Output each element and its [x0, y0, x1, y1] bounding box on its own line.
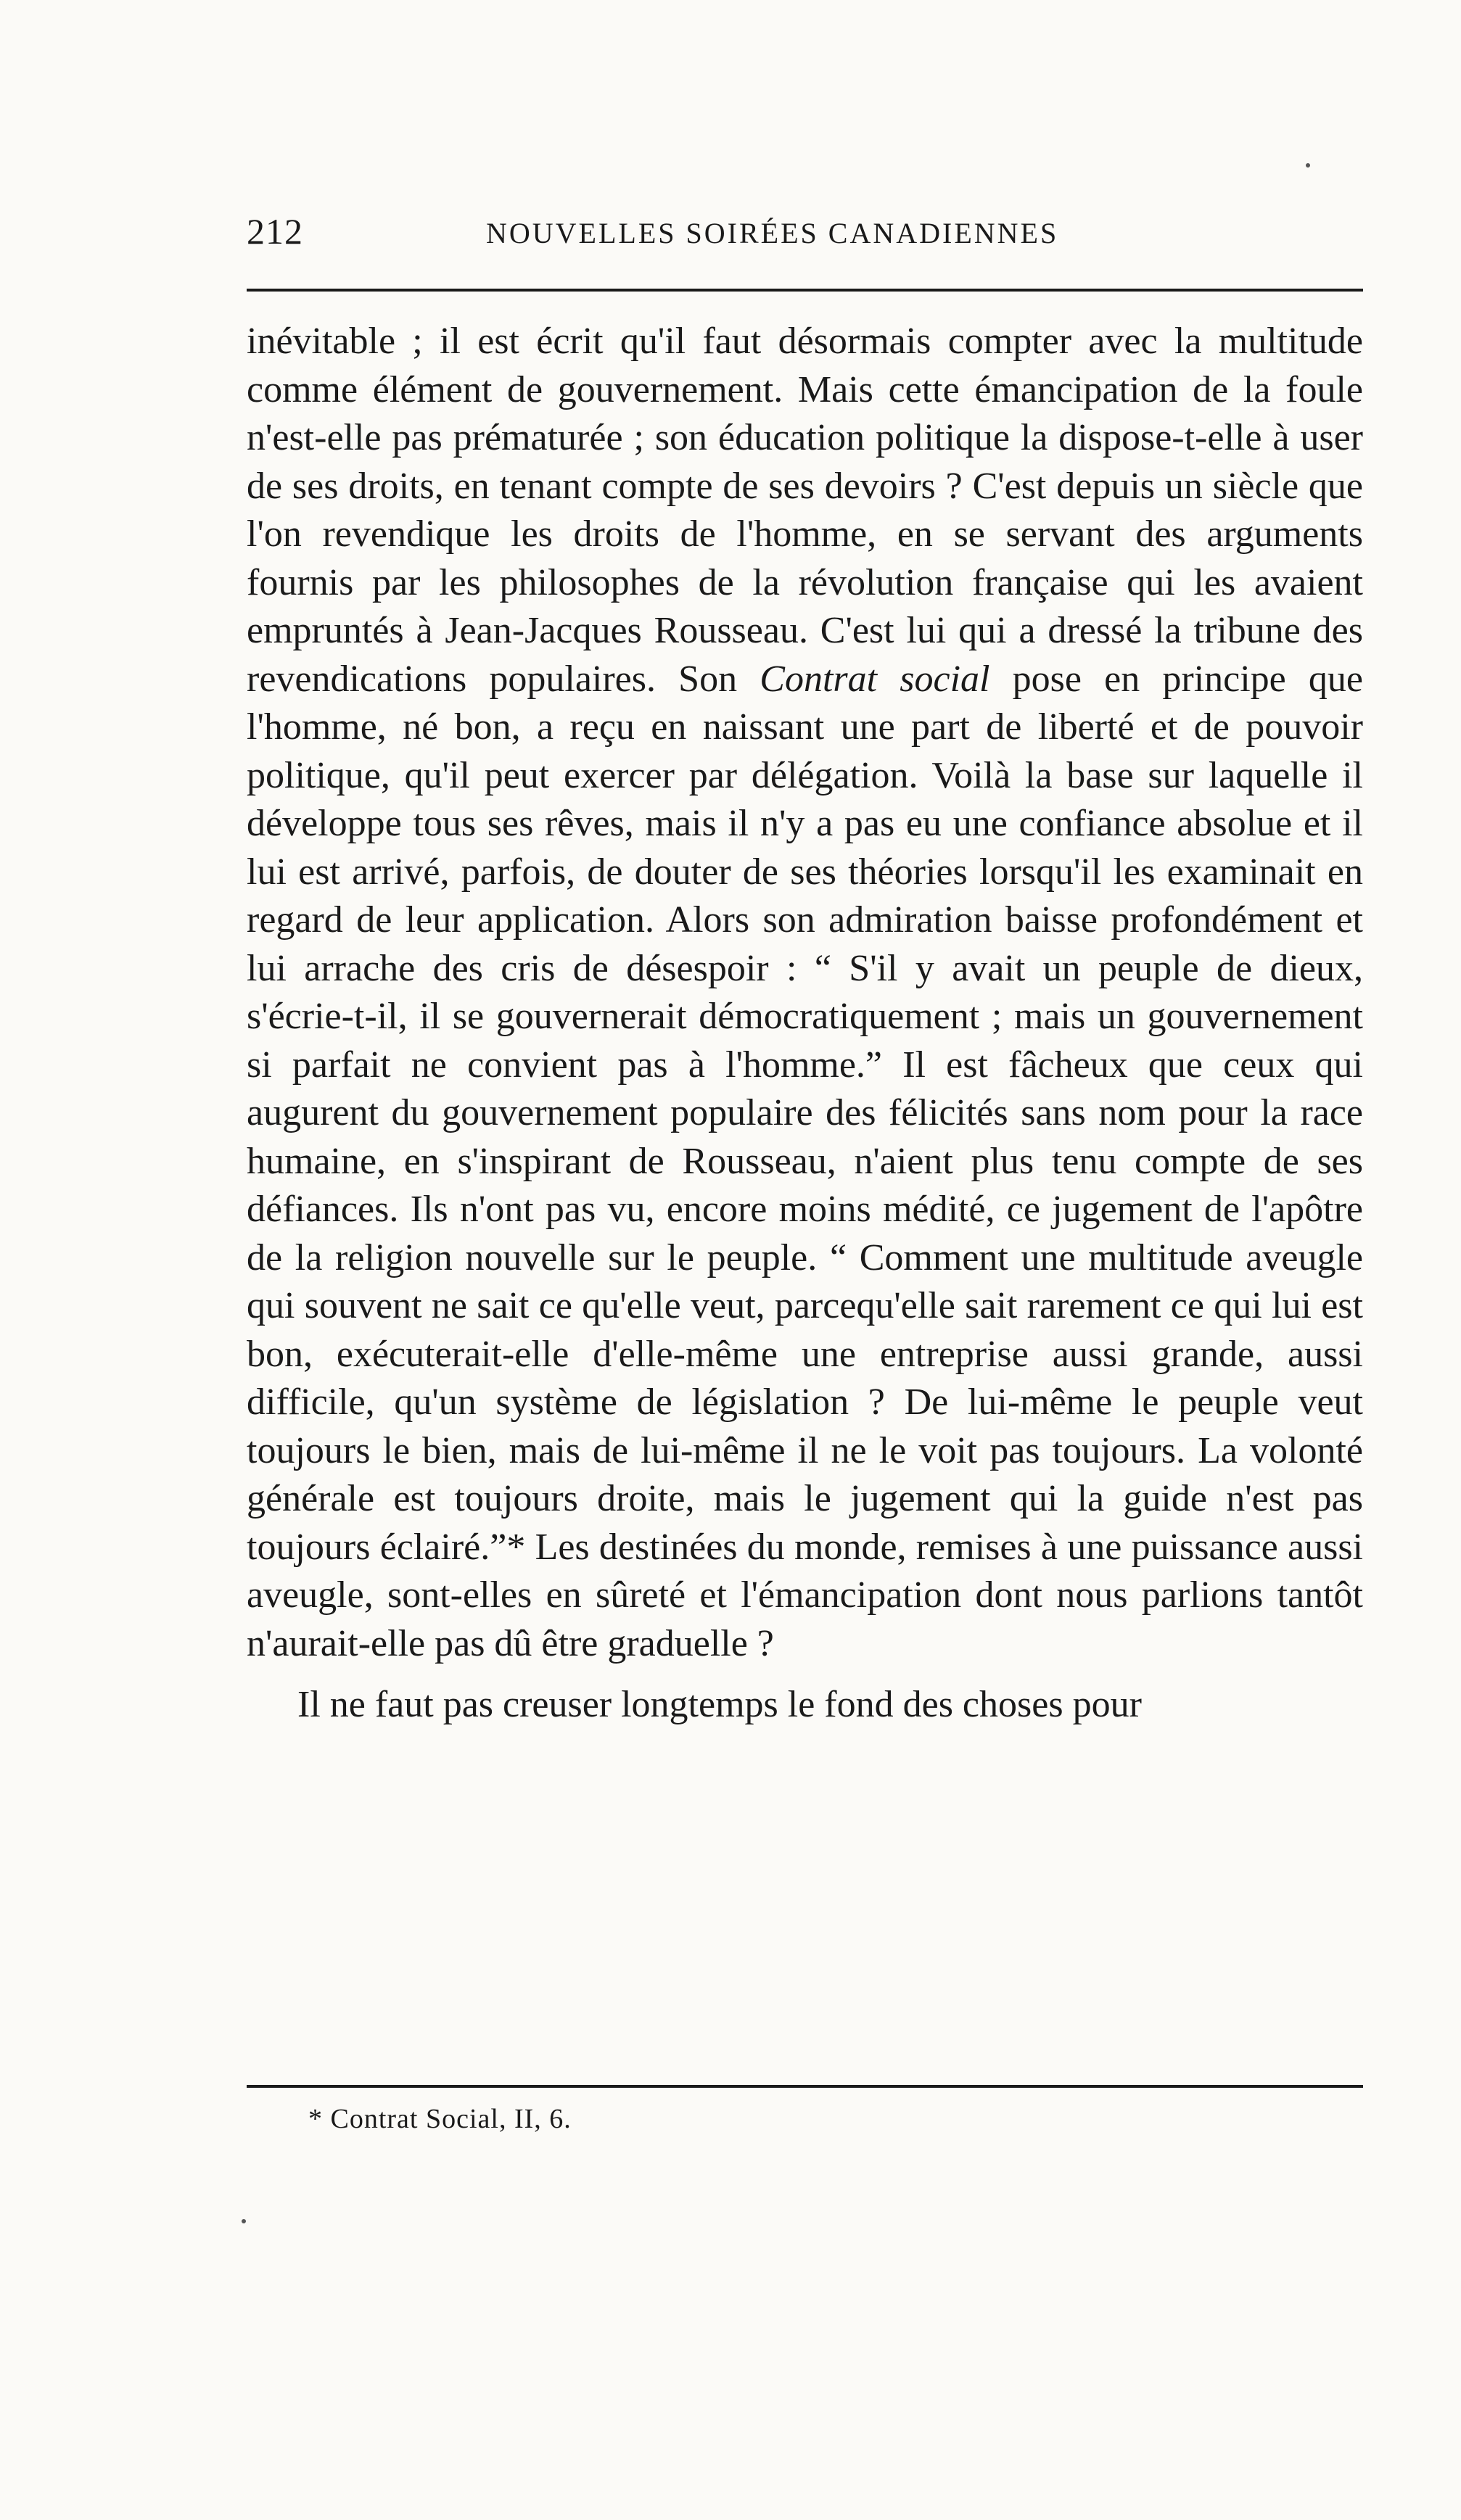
- main-text: [247, 318, 1363, 1730]
- paragraph-1-text-a: inévitable ; il est écrit qu'il faut désormais compter avec la multitude comme élément de gouvernement. Mais cette émancipation de la foule n'est-elle pas prématurée ; son éducation politique la dispose-t-elle à user de ses droits, en tenant compte de ses devoirs ? C'est depuis un siècle que l'on revendique les droits de l'homme, en se servant des arguments fournis par les philosophes de la révolution française qui les avaient empruntés à Jean-Jacques Rousseau. C'est lui qui a dressé la tribune des revendications populaires. Son: [247, 321, 1363, 700]
- footnote-rule: [247, 2085, 1363, 2088]
- paragraph-1: [247, 318, 1363, 1668]
- paper-speck: [242, 2219, 246, 2223]
- paper-speck: [1306, 163, 1310, 168]
- paragraph-2: Il ne faut pas creuser longtemps le fond des choses pour: [297, 1684, 1142, 1725]
- page-number: 212: [247, 211, 303, 252]
- page-header: [247, 210, 1272, 254]
- running-title: NOUVELLES SOIRÉES CANADIENNES: [486, 217, 1059, 249]
- header-rule: [247, 289, 1363, 292]
- book-title-italic: Contrat social: [760, 658, 990, 700]
- footnote: * Contrat Social, II, 6.: [308, 2104, 572, 2134]
- paragraph-1-text-b: pose en principe que l'homme, né bon, a reçu en naissant une part de liberté et de pouvoir politique, qu'il peut exercer par délégation. Voilà la base sur laquelle il développe tous ses rêves, mais il n'y a pas eu une confiance absolue et il lui est arrivé, parfois, de douter de ses théories lorsqu'il les examinait en regard de leur application. Alors son admiration baisse profondément et lui arrache des cris de désespoir : “ S'il y avait un peuple de dieux, s'écrie-t-il, il se gouvernerait démocratiquement ; mais un gouvernement si parfait ne convient pas à l'homme.” Il est fâcheux que ceux qui augurent du gouvernement populaire des félicités sans nom pour la race humaine, en s'inspirant de Rousseau, n'aient plus tenu compte de ses défiances. Ils n'ont pas vu, encore moins médité, ce jugement de l'apôtre de la religion nouvelle sur le peuple. “ Comment une multitude aveugle qui souvent ne sait ce qu'elle veut, parcequ'elle sait rarement ce qui lui est bon, exécuterait-elle d'elle-même une entreprise aussi grande, aussi difficile, qu'un système de législation ? De lui-même le peuple veut toujours le bien, mais de lui-même il ne le voit pas toujours. La volonté générale est toujours droite, mais le jugement qui la guide n'est pas toujours éclairé.”* Les destinées du monde, remises à une puissance aussi aveugle, sont-elles en sûreté et l'émancipation dont nous parlions tantôt n'aurait-elle pas dû être graduelle ?: [247, 658, 1363, 1664]
